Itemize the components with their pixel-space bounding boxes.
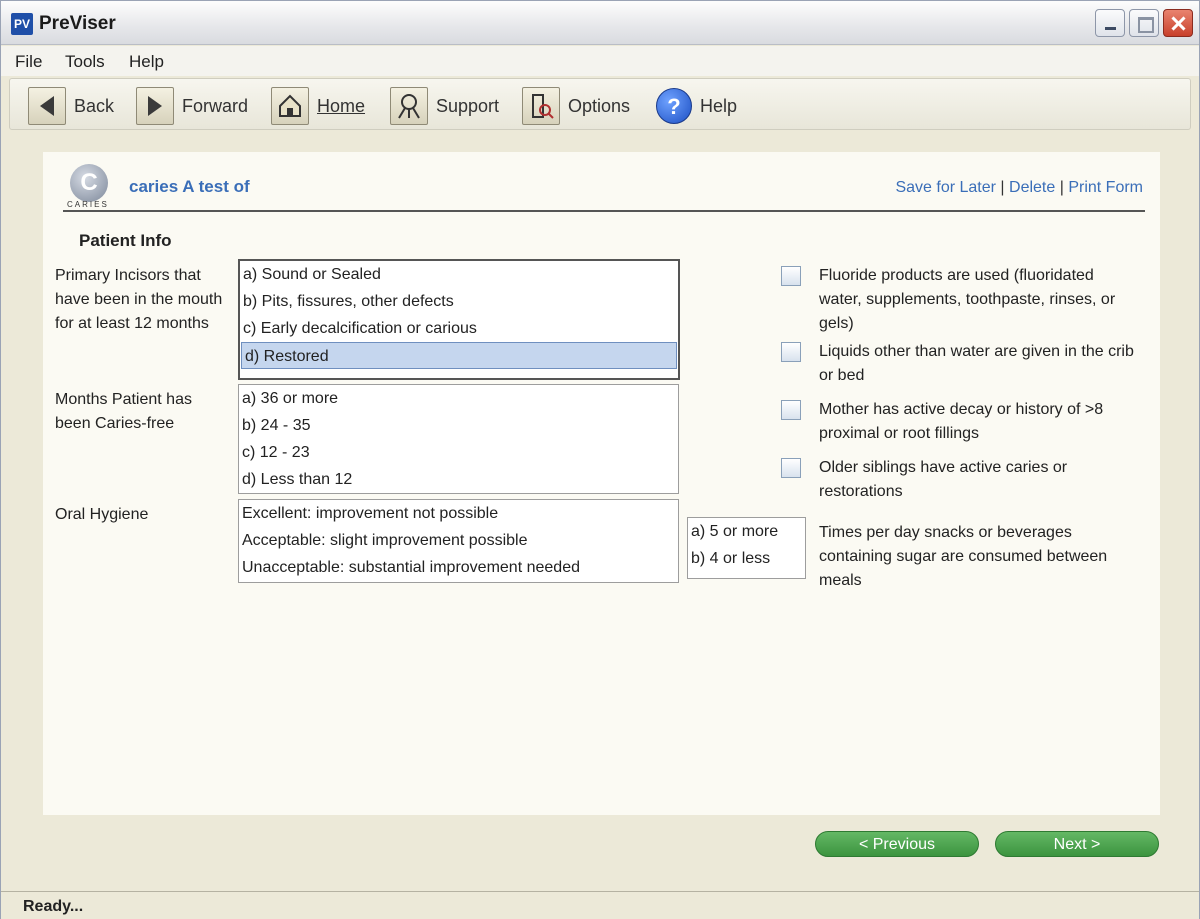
minimize-button[interactable] (1095, 9, 1125, 37)
menu-tools[interactable]: Tools (65, 52, 105, 71)
months-option[interactable]: b) 24 - 35 (242, 417, 311, 434)
caries-logo-text: CARIES (67, 200, 109, 209)
toolbar (9, 78, 1191, 130)
support-button[interactable] (390, 86, 499, 126)
form-links (895, 179, 1143, 197)
help-button[interactable] (656, 86, 737, 126)
caries-logo-icon: C (70, 164, 108, 202)
form-title: caries A test of (129, 177, 250, 196)
liquids-check-label: Liquids other than water are given in the crib or bed (819, 343, 1134, 384)
liquids-checkbox[interactable] (781, 342, 801, 362)
incisors-option[interactable]: c) Early decalcification or carious (243, 320, 477, 337)
fluoride-check-label: Fluoride products are used (fluoridated water, supplements, toothpaste, rinses, or gels) (819, 267, 1116, 332)
menu-bar (1, 46, 1199, 76)
incisors-listbox[interactable] (238, 259, 680, 380)
snacks-label: Times per day snacks or beverages containing sugar are consumed between meals (819, 524, 1108, 589)
home-label: Home (317, 95, 366, 116)
incisors-option[interactable]: a) Sound or Sealed (243, 266, 381, 283)
app-icon: PV (11, 13, 33, 35)
months-option[interactable]: a) 36 or more (242, 390, 339, 407)
menu-help[interactable]: Help (129, 52, 164, 71)
window-title: PreViser (39, 13, 116, 34)
title-bar (1, 1, 1199, 45)
snacks-option[interactable]: a) 5 or more (691, 523, 779, 540)
forward-button[interactable] (136, 86, 248, 126)
options-button[interactable] (522, 86, 630, 126)
link-separator: | (1059, 179, 1064, 196)
months-caries-free-label: Months Patient has been Caries-free (55, 391, 192, 432)
header-divider (63, 210, 1145, 212)
siblings-check-label: Older siblings have active caries or restorations (819, 459, 1068, 500)
status-bar (1, 891, 1199, 919)
forward-label: Forward (182, 95, 249, 116)
back-arrow-icon (28, 87, 66, 125)
status-text: Ready... (23, 898, 84, 915)
help-label: Help (700, 95, 738, 116)
siblings-checkbox[interactable] (781, 458, 801, 478)
snacks-option[interactable]: b) 4 or less (691, 550, 771, 567)
oral-hygiene-listbox[interactable] (238, 499, 679, 583)
support-label: Support (436, 95, 500, 116)
back-label: Back (74, 95, 115, 116)
oral-hygiene-label: Oral Hygiene (55, 506, 149, 523)
delete-link[interactable]: Delete (1009, 179, 1056, 196)
months-option[interactable]: c) 12 - 23 (242, 444, 310, 461)
options-label: Options (568, 95, 631, 116)
back-button[interactable] (28, 86, 114, 126)
support-icon (390, 87, 428, 125)
close-button[interactable] (1163, 9, 1193, 37)
save-for-later-link[interactable]: Save for Later (895, 179, 996, 196)
mother-decay-checkbox[interactable] (781, 400, 801, 420)
print-form-link[interactable]: Print Form (1068, 179, 1143, 196)
forward-arrow-icon (136, 87, 174, 125)
home-icon (271, 87, 309, 125)
previous-button[interactable]: < Previous (815, 831, 979, 857)
hygiene-option[interactable]: Excellent: improvement not possible (242, 505, 499, 522)
home-button[interactable] (271, 86, 365, 126)
maximize-button[interactable] (1129, 9, 1159, 37)
mother-decay-check-label: Mother has active decay or history of >8 proximal or root fillings (819, 401, 1104, 442)
months-caries-free-listbox[interactable] (238, 384, 679, 494)
link-separator: | (1000, 179, 1005, 196)
incisors-option-selected[interactable]: d) Restored (241, 342, 677, 369)
months-option[interactable]: d) Less than 12 (242, 471, 353, 488)
hygiene-option[interactable]: Acceptable: slight improvement possible (242, 532, 528, 549)
next-button[interactable]: Next > (995, 831, 1159, 857)
options-icon (522, 87, 560, 125)
incisors-label: Primary Incisors that have been in the mouth for at least 12 months (55, 267, 223, 332)
menu-file[interactable]: File (15, 52, 43, 71)
incisors-option[interactable]: b) Pits, fissures, other defects (243, 293, 454, 310)
help-question-icon: ? (656, 88, 692, 124)
snacks-listbox[interactable] (687, 517, 806, 579)
fluoride-checkbox[interactable] (781, 266, 801, 286)
section-title: Patient Info (79, 231, 172, 250)
caries-logo (67, 164, 111, 208)
hygiene-option[interactable]: Unacceptable: substantial improvement needed (242, 559, 580, 576)
